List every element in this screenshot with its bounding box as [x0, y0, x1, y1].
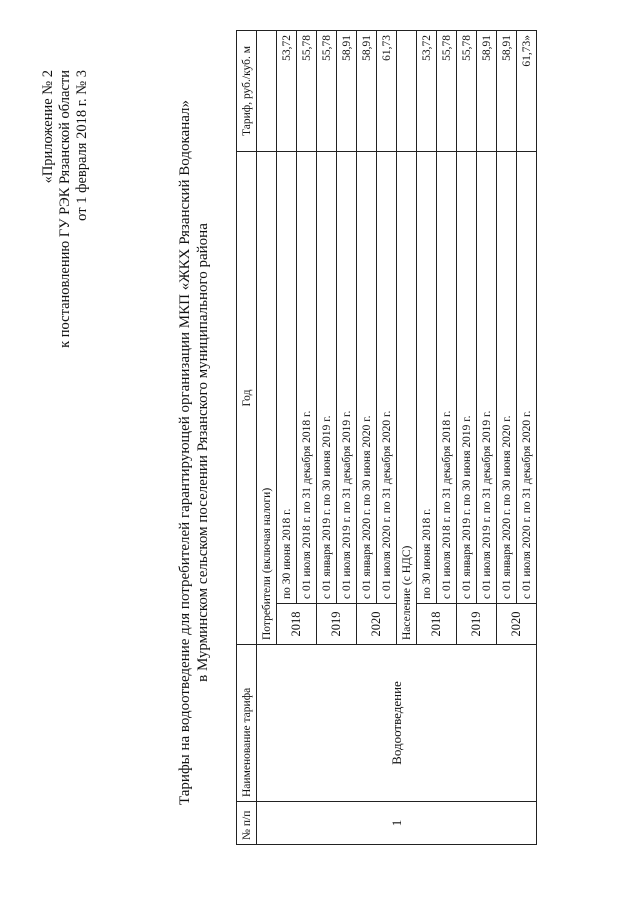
- group-label: Потребители (включая налоги): [257, 152, 277, 645]
- price-cell: 55,78: [437, 31, 457, 152]
- year-cell: 2019: [457, 604, 497, 645]
- price-cell: 58,91: [497, 31, 517, 152]
- table-row: [257, 31, 277, 845]
- year-cell: 2020: [357, 604, 397, 645]
- header-num: № п/п: [237, 802, 257, 845]
- header-year: Год: [237, 152, 257, 645]
- period-cell: с 01 января 2019 г. по 30 июня 2019 г.: [317, 152, 337, 604]
- period-cell: по 30 июня 2018 г.: [277, 152, 297, 604]
- period-cell: с 01 июля 2018 г. по 31 декабря 2018 г.: [297, 152, 317, 604]
- price-cell: 58,91: [337, 31, 357, 152]
- table-header-row: [237, 31, 257, 845]
- year-cell: 2018: [417, 604, 457, 645]
- price-cell: 58,91: [357, 31, 377, 152]
- price-cell: 61,73»: [517, 31, 537, 152]
- price-cell: 61,73: [377, 31, 397, 152]
- group-price-cell: [257, 31, 277, 152]
- tariff-name: Водоотведение: [257, 645, 537, 802]
- price-cell: 53,72: [277, 31, 297, 152]
- appendix-line-1: «Приложение № 2: [40, 70, 56, 184]
- period-cell: с 01 июля 2019 г. по 31 декабря 2019 г.: [337, 152, 357, 604]
- price-cell: 53,72: [417, 31, 437, 152]
- price-cell: 55,78: [317, 31, 337, 152]
- group-label: Население (с НДС): [397, 152, 417, 645]
- year-cell: 2020: [497, 604, 537, 645]
- header-name: Наименование тарифа: [237, 645, 257, 802]
- period-cell: с 01 января 2020 г. по 30 июня 2020 г.: [497, 152, 517, 604]
- document-title-line-1: Тарифы на водоотведение для потребителей гарантирующей организации МКП «ЖКХ Рязанский Водоканал»: [177, 99, 193, 806]
- period-cell: по 30 июня 2018 г.: [417, 152, 437, 604]
- price-cell: 55,78: [297, 31, 317, 152]
- year-cell: 2018: [277, 604, 317, 645]
- price-cell: 58,91: [477, 31, 497, 152]
- group-price-cell: [397, 31, 417, 152]
- period-cell: с 01 июля 2018 г. по 31 декабря 2018 г.: [437, 152, 457, 604]
- appendix-line-2: к постановлению ГУ РЭК Рязанской области: [57, 70, 73, 348]
- period-cell: с 01 июля 2020 г. по 31 декабря 2020 г.: [517, 152, 537, 604]
- period-cell: с 01 января 2020 г. по 30 июня 2020 г.: [357, 152, 377, 604]
- appendix-reference: [40, 70, 91, 490]
- header-tariff: Тариф, руб./куб. м: [237, 31, 257, 152]
- period-cell: с 01 января 2019 г. по 30 июня 2019 г.: [457, 152, 477, 604]
- tariff-table: [236, 30, 537, 845]
- price-cell: 55,78: [457, 31, 477, 152]
- period-cell: с 01 июля 2019 г. по 31 декабря 2019 г.: [477, 152, 497, 604]
- document-title-line-2: в Мурминском сельском поселении Рязанского муниципального района: [195, 223, 211, 682]
- year-cell: 2019: [317, 604, 357, 645]
- appendix-line-3: от 1 февраля 2018 г. № 3: [74, 70, 90, 221]
- row-number: 1: [257, 802, 537, 845]
- period-cell: с 01 июля 2020 г. по 31 декабря 2020 г.: [377, 152, 397, 604]
